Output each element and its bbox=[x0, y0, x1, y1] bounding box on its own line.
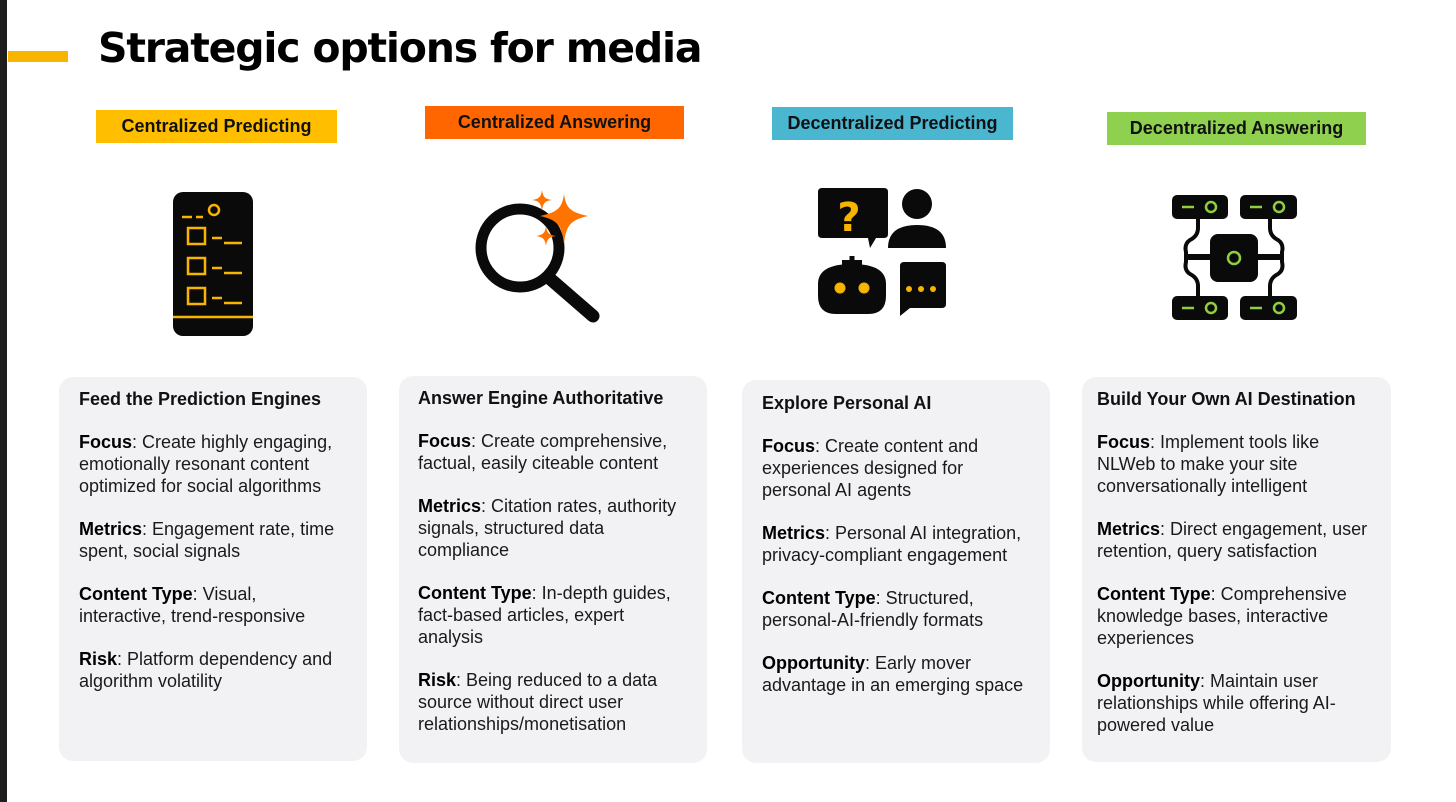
card-decentralized-predicting bbox=[742, 380, 1050, 763]
field-text: : Comprehensive knowledge bases, interactive experiences bbox=[1097, 584, 1347, 648]
field-label: Content Type bbox=[418, 583, 532, 603]
field-risk bbox=[418, 669, 687, 735]
field-label: Opportunity bbox=[762, 653, 865, 673]
field-label: Metrics bbox=[418, 496, 482, 516]
field-opportunity bbox=[1097, 670, 1371, 736]
field-content-type bbox=[79, 583, 347, 627]
field-focus bbox=[79, 431, 347, 497]
field-label: Focus bbox=[1097, 432, 1151, 452]
field-text: : Visual, interactive, trend-responsive bbox=[79, 584, 306, 626]
field-opportunity bbox=[762, 652, 1030, 696]
field-text: : Structured, personal-AI-friendly formats bbox=[762, 588, 984, 630]
card-title: Answer Engine Authoritative bbox=[418, 388, 664, 408]
field-text: : In-depth guides, fact-based articles, expert analysis bbox=[418, 583, 671, 647]
smartphone-checklist-icon bbox=[170, 190, 258, 340]
field-label: Opportunity bbox=[1097, 671, 1200, 691]
field-text: : Create comprehensive, factual, easily citeable content bbox=[418, 431, 668, 473]
badge-centralized-predicting: Centralized Predicting bbox=[96, 110, 337, 143]
field-label: Focus bbox=[79, 432, 133, 452]
field-label: Risk bbox=[79, 649, 118, 669]
field-label: Content Type bbox=[1097, 584, 1211, 604]
personal-ai-chat-icon bbox=[814, 186, 950, 324]
field-text: : Implement tools like NLWeb to make your site conversationally intelligent bbox=[1097, 432, 1320, 496]
card-centralized-predicting bbox=[59, 377, 367, 761]
field-label: Content Type bbox=[762, 588, 876, 608]
title-accent-bar bbox=[8, 51, 68, 62]
field-label: Focus bbox=[762, 436, 816, 456]
field-label: Metrics bbox=[79, 519, 143, 539]
field-metrics bbox=[418, 495, 687, 561]
field-text: : Early mover advantage in an emerging space bbox=[762, 653, 1024, 695]
field-content-type bbox=[1097, 583, 1371, 649]
badge-centralized-answering: Centralized Answering bbox=[425, 106, 684, 139]
field-text: : Maintain user relationships while offering AI-powered value bbox=[1097, 671, 1336, 735]
page-title: Strategic options for media bbox=[98, 24, 702, 72]
field-metrics bbox=[762, 522, 1030, 566]
field-label: Content Type bbox=[79, 584, 193, 604]
field-label: Metrics bbox=[762, 523, 826, 543]
field-content-type bbox=[418, 582, 687, 648]
field-text: : Engagement rate, time spent, social signals bbox=[79, 519, 335, 561]
field-text: : Platform dependency and algorithm volatility bbox=[79, 649, 333, 691]
card-title: Explore Personal AI bbox=[762, 393, 932, 413]
field-label: Focus bbox=[418, 431, 472, 451]
field-label: Risk bbox=[418, 670, 457, 690]
field-focus bbox=[1097, 431, 1371, 497]
card-title: Feed the Prediction Engines bbox=[79, 389, 322, 409]
badge-decentralized-answering: Decentralized Answering bbox=[1107, 112, 1366, 145]
field-focus bbox=[762, 435, 1030, 501]
badge-decentralized-predicting: Decentralized Predicting bbox=[772, 107, 1013, 140]
field-label: Metrics bbox=[1097, 519, 1161, 539]
field-text: : Create content and experiences designed for personal AI agents bbox=[762, 436, 979, 500]
field-text: : Direct engagement, user retention, query satisfaction bbox=[1097, 519, 1368, 561]
ai-search-sparkle-icon bbox=[470, 186, 610, 328]
field-text: : Citation rates, authority signals, structured data compliance bbox=[418, 496, 677, 560]
field-text: : Create highly engaging, emotionally resonant content optimized for social algorithms bbox=[79, 432, 333, 496]
field-content-type bbox=[762, 587, 1030, 631]
field-text: : Personal AI integration, privacy-compliant engagement bbox=[762, 523, 1022, 565]
field-focus bbox=[418, 430, 687, 474]
card-centralized-answering bbox=[399, 376, 707, 763]
field-risk bbox=[79, 648, 347, 692]
server-network-icon bbox=[1170, 192, 1300, 324]
field-metrics bbox=[79, 518, 347, 562]
card-decentralized-answering bbox=[1082, 377, 1391, 762]
field-metrics bbox=[1097, 518, 1371, 562]
left-edge-strip bbox=[0, 0, 7, 802]
svg-text:?: ? bbox=[837, 195, 861, 241]
card-title: Build Your Own AI Destination bbox=[1097, 389, 1356, 409]
field-text: : Being reduced to a data source without direct user relationships/monetisation bbox=[418, 670, 658, 734]
